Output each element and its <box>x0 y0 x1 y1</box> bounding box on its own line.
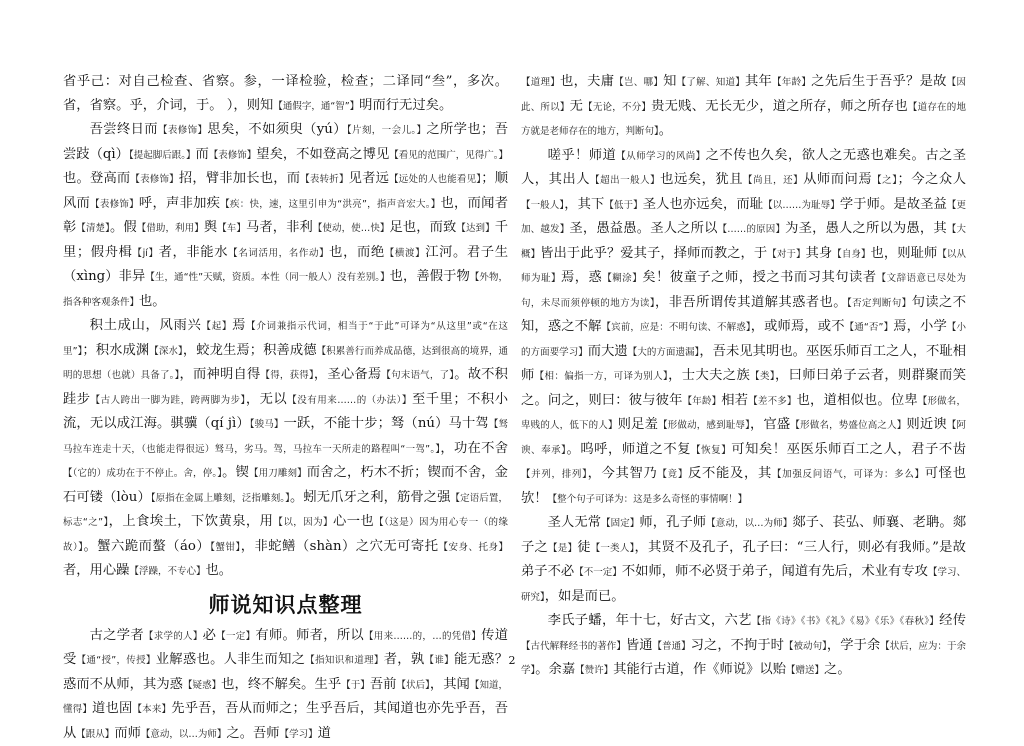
annotation: 【浮躁，不专心】 <box>129 566 205 577</box>
text-run: ，如是而已。 <box>545 589 625 604</box>
text-run: 师，孔子师 <box>639 515 706 530</box>
text-run: 能无惑？惑而不从师，其为惑 <box>63 652 508 692</box>
annotation: 【年龄】 <box>772 77 811 88</box>
text-run: 积土成山，风雨兴 <box>90 318 202 333</box>
text-run: 其身 <box>806 246 833 261</box>
text-run: 望矣，不如登高之博见 <box>256 147 389 162</box>
text-run: 也，道相似也。位卑 <box>797 393 918 408</box>
annotation: 【文辞语意已尽处为句，未尽而须停顿的地方为读】 <box>521 273 966 309</box>
text-run: 经传 <box>939 613 966 628</box>
annotation: 【年龄】 <box>683 396 722 407</box>
paragraph <box>63 624 508 746</box>
text-run: ，功在不舍 <box>440 441 508 456</box>
annotation: 【普通】 <box>653 641 691 652</box>
text-run: ，其闻 <box>430 677 470 692</box>
annotation: 【（它的）成功在于不停止。舍，停。】 <box>63 468 222 479</box>
annotation: 【大概】 <box>521 224 966 260</box>
text-run: ，学于余 <box>827 638 880 653</box>
annotation: 【指知识和道理】 <box>305 655 383 666</box>
annotation: 【形做名，势盛位高之人】 <box>790 420 906 431</box>
text-run: 也，夫庸 <box>560 74 614 89</box>
annotation: 【不一定】 <box>574 567 622 578</box>
text-run: 者，非能水 <box>159 245 229 260</box>
text-run: 必 <box>203 628 217 643</box>
text-run: 也。登高而 <box>63 171 130 186</box>
text-run: 之。 <box>824 662 851 677</box>
text-run: 之先后生于吾乎？是故 <box>811 74 947 89</box>
text-run: 吾前 <box>370 677 397 692</box>
annotation: 【骏马】 <box>250 419 284 430</box>
text-run: 。 <box>659 123 672 138</box>
text-run: 嗟乎！师道 <box>548 148 617 163</box>
page-number: 2 <box>0 654 1024 667</box>
text-run: 矣！彼童子之师，授之书而习其句读者 <box>642 270 876 285</box>
annotation: 【用来……的，…的凭借】 <box>364 631 481 642</box>
text-run: 也。 <box>139 294 166 309</box>
annotation: 【自身】 <box>832 249 870 260</box>
text-run: 则足羞 <box>618 417 658 432</box>
annotation: 【通“否”】 <box>845 322 894 333</box>
annotation: 【大的方面遗漏】 <box>628 347 700 358</box>
annotation: 【岂、哪】 <box>614 77 663 88</box>
annotation: 【安身、托身】 <box>439 542 508 553</box>
paragraph <box>521 144 966 512</box>
annotation: 【赠送】 <box>786 665 824 676</box>
annotation: 【横渡】 <box>385 248 425 259</box>
annotation: 【知道，懂得】 <box>63 680 508 716</box>
annotation: 【糊涂】 <box>602 273 642 284</box>
annotation: 【远处的人也能看见】 <box>389 174 481 185</box>
text-run: 焉，小学 <box>893 319 947 334</box>
text-run: 为圣，愚人之所以为愚，其 <box>785 221 947 236</box>
text-run: 圣人无常 <box>548 515 601 530</box>
text-run: 有师。师者，所以 <box>255 628 364 643</box>
text-run: 其能行古道，作《师说》以贻 <box>613 662 786 677</box>
annotation: 【疑惑】 <box>183 680 221 691</box>
text-run: 之。吾师 <box>226 726 279 741</box>
annotation: 【于】 <box>341 680 370 691</box>
annotation: 【没有用来……的（办法）】 <box>287 395 412 406</box>
text-run: ，士大夫之族 <box>668 368 750 383</box>
annotation: 【通假字，通“智”】 <box>273 101 359 112</box>
annotation: 【了解、知道】 <box>677 77 745 88</box>
annotation: 【看见的范围广，见得广。】 <box>389 150 508 161</box>
annotation: 【定语后置，标志“之”】 <box>63 493 508 529</box>
annotation: 【起】 <box>202 321 233 332</box>
annotation: 【竟】 <box>657 469 688 480</box>
text-run: 皆出于此乎？爱其子，择师而教之，于 <box>540 246 767 261</box>
annotation: 【积累善行而养成品德，达到很高的境界，通明的思想（也就）具备了。】 <box>63 346 508 382</box>
annotation: 【相：偏指一方，可译为别人】 <box>535 371 668 382</box>
text-run: 相若 <box>721 393 748 408</box>
text-run: 。余嘉 <box>535 662 575 677</box>
text-run: 一跃，不能十步；驽（nú）马十驾 <box>284 416 489 431</box>
annotation: 【否定判断句】 <box>847 298 912 309</box>
text-run: ，今其智乃 <box>588 466 658 481</box>
annotation: 【一类人】 <box>591 543 635 554</box>
text-run: ，其下 <box>564 197 604 212</box>
annotation: 【句末语气，了】 <box>381 370 454 381</box>
annotation: 【以从师为耻】 <box>521 249 966 285</box>
text-run: 也，则耻师 <box>871 246 938 261</box>
annotation: 【道存在的地方就是老师存在的地方，判断句】 <box>521 102 966 138</box>
annotation: 【表修饰】 <box>90 199 139 210</box>
annotation: 【达到】 <box>456 223 494 234</box>
annotation: 【学习、研究】 <box>521 567 966 603</box>
text-run: 足也，而致 <box>390 220 457 235</box>
text-run: 徒 <box>577 540 591 555</box>
text-run: 而舍之，朽木不折；锲而不舍，金石可镂（lòu） <box>63 465 508 505</box>
text-run: ，官盛 <box>750 417 790 432</box>
annotation: 【跟从】 <box>76 729 114 740</box>
paragraph <box>63 314 508 584</box>
annotation: 【状后，应为：于余学】 <box>521 641 966 677</box>
annotation: 【以，因为】 <box>273 517 333 528</box>
text-run: 而大遗 <box>588 344 628 359</box>
text-run: 之不传也久矣，欲人之无惑也难矣。古之圣人，其出人 <box>521 148 966 188</box>
annotation: 【因此、所以】 <box>521 77 966 113</box>
annotation: 【一般人】 <box>521 200 564 211</box>
annotation: 【阿谀、奉承】 <box>521 420 966 456</box>
text-run: 也，善假于物 <box>390 269 470 284</box>
text-run: ，而神明自得 <box>180 367 261 382</box>
annotation: 【并列，排列】 <box>521 469 588 480</box>
text-run: 知 <box>663 74 677 89</box>
text-run: 思矣，不如须臾（yú） <box>207 122 347 137</box>
annotation: 【借助，利用】 <box>137 223 204 234</box>
text-run: 无 <box>570 99 584 114</box>
text-run: 焉 <box>232 318 246 333</box>
annotation: 【介词兼指示代词，相当于“于此”可译为“从这里”或“在这里”】 <box>63 321 508 357</box>
text-run: 道也固 <box>92 701 132 716</box>
annotation: 【提起脚后跟。】 <box>129 150 196 161</box>
text-run: 可知矣！巫医乐师百工之人，君子不齿 <box>731 442 966 457</box>
annotation: 【恢复】 <box>691 445 731 456</box>
annotation: 【表修饰】 <box>158 125 207 136</box>
text-run: ；今之众人 <box>897 172 966 187</box>
annotation: 【对于】 <box>767 249 805 260</box>
text-run: 舆 <box>204 220 217 235</box>
annotation: 【jí】 <box>133 248 159 259</box>
text-run: 业解惑也。人非生而知之 <box>156 652 306 667</box>
text-run: 。蟹六跪而螯（áo） <box>83 539 210 554</box>
annotation: 【表修饰】 <box>209 150 257 161</box>
annotation: 【加强反问语气，可译为：多么】 <box>772 469 925 480</box>
left-column <box>63 70 508 630</box>
text-run: 古之学者 <box>90 628 144 643</box>
annotation: 【本来】 <box>132 704 171 715</box>
annotation: 【尚且，还】 <box>743 175 803 186</box>
annotation: 【之】 <box>872 175 897 186</box>
text-run: ；积水成渊 <box>82 343 149 358</box>
annotation: 【得，获得】 <box>261 370 314 381</box>
text-run: 其年 <box>745 74 772 89</box>
annotation: 【求学的人】 <box>144 631 203 642</box>
annotation: 【超出一般人】 <box>590 175 660 186</box>
annotation: 【整个句子可译为：这是多么奇怪的事情啊！】 <box>548 494 748 505</box>
annotation: 【以……为耻辱】 <box>763 200 840 211</box>
annotation: 【外物，指各种客观条件】 <box>63 272 508 308</box>
text-run: 。蚓无爪牙之利，筋骨之强 <box>290 490 451 505</box>
annotation: 【古代解释经书的著作】 <box>521 641 626 652</box>
text-run: 道 <box>318 726 331 741</box>
annotation: 【赞许】 <box>575 665 613 676</box>
paragraph <box>63 70 508 118</box>
annotation: 【意动，以…为师】 <box>141 729 227 740</box>
annotation: 【使动，使…快】 <box>313 223 390 234</box>
annotation: 【状后】 <box>396 680 429 691</box>
text-run: ；顺风而 <box>63 171 508 211</box>
text-run: 可怪也欤！ <box>521 466 966 506</box>
text-run: 圣，愚益愚。圣人之所以 <box>569 221 717 236</box>
annotation: 【车】 <box>217 223 246 234</box>
text-run: 千里；假舟楫 <box>63 220 508 260</box>
text-run: 而师 <box>114 726 141 741</box>
annotation: 【谁】 <box>425 655 454 666</box>
annotation: 【古人跨出一脚为跬，跨两脚为步】 <box>91 395 246 406</box>
text-run: 之所学也；吾尝跂（qì） <box>63 122 508 162</box>
right-column <box>521 70 966 630</box>
annotation: 【原指在金属上雕刻，泛指雕刻。】 <box>151 493 290 504</box>
text-run: 也远矣，犹且 <box>660 172 743 187</box>
annotation: 【（这是）因为用心专一（的缘故）】 <box>63 517 508 553</box>
annotation: 【生，通“性”天赋，资质。本性（同一般人）没有差别。】 <box>145 272 389 283</box>
text-run: ，无以 <box>246 392 287 407</box>
text-run: 李氏子蟠，年十七，好古文，六艺 <box>548 613 752 628</box>
paragraph <box>521 511 966 609</box>
text-run: 明而行无过矣。 <box>359 98 452 113</box>
section-title: 师说知识点整理 <box>63 588 508 622</box>
annotation: 【类】 <box>750 371 775 382</box>
annotation: 【表修饰】 <box>130 174 178 185</box>
annotation: 【是】 <box>548 543 577 554</box>
text-run: ，其贤不及孔子，孔子曰：“三人行，则必有我师。”是故弟子不必 <box>521 540 966 580</box>
text-run: ，曰师曰弟子云者，则群聚而笑之。问之，则曰：彼与彼年 <box>521 368 966 408</box>
text-run: 者，孰 <box>384 652 425 667</box>
annotation: 【深水】 <box>149 346 183 357</box>
annotation: 【从师学习的风尚】 <box>616 151 705 162</box>
text-run: 而 <box>195 147 208 162</box>
annotation: 【意动，以…为师】 <box>706 518 792 529</box>
annotation: 【被动句】 <box>784 641 827 652</box>
text-run: ，圣心备焉 <box>314 367 381 382</box>
text-run: ，或师焉，或不 <box>751 319 845 334</box>
text-run: ，上食埃土，下饮黄泉，用 <box>109 514 274 529</box>
annotation: 【名词活用，名作动】 <box>228 248 329 259</box>
text-run: 句读之不知，惑之不解 <box>521 295 966 335</box>
text-run: 反不能及，其 <box>688 466 772 481</box>
text-run: 省乎己：对自己检查、省察。参，一译检验，检查；二译同“叁”，多次。省，省察。乎，介词，于。 ），则知 <box>63 74 508 113</box>
text-run: 。呜呼，师道之不复 <box>566 442 691 457</box>
annotation: 【差不多】 <box>748 396 796 407</box>
annotation: 【表转折】 <box>300 174 348 185</box>
text-run: 郯子、苌弘、师襄、老聃。郯子之 <box>521 515 966 555</box>
annotation: 【小的方面要学习】 <box>521 322 966 358</box>
annotation: 【疾：快，速，这里引申为“洪亮”，指声音宏大。】 <box>220 199 440 210</box>
annotation: 【固定】 <box>601 518 639 529</box>
annotation: 【低于】 <box>604 200 642 211</box>
text-run: 则近谀 <box>906 417 946 432</box>
text-run: 也。 <box>206 563 233 578</box>
annotation: 【形做动，感到耻辱】 <box>658 420 750 431</box>
text-run: 圣人也亦远矣，而耻 <box>643 197 763 212</box>
text-run: 。锲 <box>222 465 249 480</box>
annotation: 【一定】 <box>216 631 255 642</box>
text-run: 至千里；不积小流，无以成江海。骐骥（qí jì） <box>63 392 508 432</box>
text-run: 从师而问焉 <box>803 172 872 187</box>
text-run: 皆通 <box>626 638 653 653</box>
text-run: ，吾未见其明也。巫医乐师百工之人，不耻相师 <box>521 344 966 384</box>
text-run: 焉，惑 <box>561 270 602 285</box>
text-run: 马者，非利 <box>246 220 313 235</box>
text-run: 见者远 <box>349 171 389 186</box>
text-run: 也，而绝 <box>329 245 385 260</box>
annotation: 【蟹钳】 <box>210 542 240 553</box>
text-run: ，非吾所谓传其道解其惑者也。 <box>655 295 847 310</box>
paragraph <box>63 118 508 314</box>
annotation: 【用刀雕刻】 <box>249 468 307 479</box>
text-run: 先乎吾，吾从而师之；生乎吾后，其闻道也亦先乎吾，吾从 <box>63 701 508 741</box>
annotation: 【更加、越发】 <box>521 200 966 236</box>
text-run: 。故不积跬步 <box>63 367 508 407</box>
annotation: 【驽马拉车连走十天，（也能走得很远）驽马，劣马。驾，马拉车一天所走的路程叫“一驾”。】 <box>63 419 508 455</box>
annotation: 【指《诗》《书》《礼》《易》《乐》《春秋》】 <box>752 616 939 627</box>
annotation: 【……的原因】 <box>718 224 786 235</box>
text-run: 江河。君子生（xìng）非异 <box>63 245 508 285</box>
annotation: 【片刻，一会儿。】 <box>347 125 426 136</box>
text-run: 不如师，师不必贤于弟子，闻道有先后，术业有专攻 <box>622 564 928 579</box>
annotation: 【通“授”，传授】 <box>77 655 156 666</box>
text-run: 吾尝终日而 <box>90 122 158 137</box>
text-run: 贵无贱、无长无少，道之所存，师之所存也 <box>651 99 908 114</box>
text-run: 招，臂非加长也，而 <box>179 171 300 186</box>
text-run: 心一也 <box>333 514 374 529</box>
paragraph <box>521 70 966 144</box>
text-run: 呼，声非加疾 <box>139 196 220 211</box>
text-run: 也，而闻者彰 <box>63 196 508 236</box>
annotation: 【道理】 <box>521 77 560 88</box>
annotation: 【形做名，卑贱的人，低下的人】 <box>521 396 966 432</box>
text-run: 者，用心躁 <box>63 563 129 578</box>
text-run: ，非蛇鳝（shàn）之穴无可寄托 <box>241 539 439 554</box>
text-run: 学于师。是故圣益 <box>840 197 947 212</box>
annotation: 【宾前，应是：不明句读、不解惑】 <box>602 322 751 333</box>
text-run: ，蛟龙生焉；积善成德 <box>183 343 317 358</box>
text-run: 习之，不拘于时 <box>691 638 784 653</box>
text-run: 。假 <box>110 220 137 235</box>
annotation: 【无论，不分】 <box>583 102 651 113</box>
text-run: 传道受 <box>63 628 508 668</box>
text-run: 也，终不解矣。生乎 <box>221 677 341 692</box>
annotation: 【清楚】 <box>76 223 110 234</box>
annotation: 【学习】 <box>280 729 318 740</box>
paragraph <box>521 609 966 683</box>
